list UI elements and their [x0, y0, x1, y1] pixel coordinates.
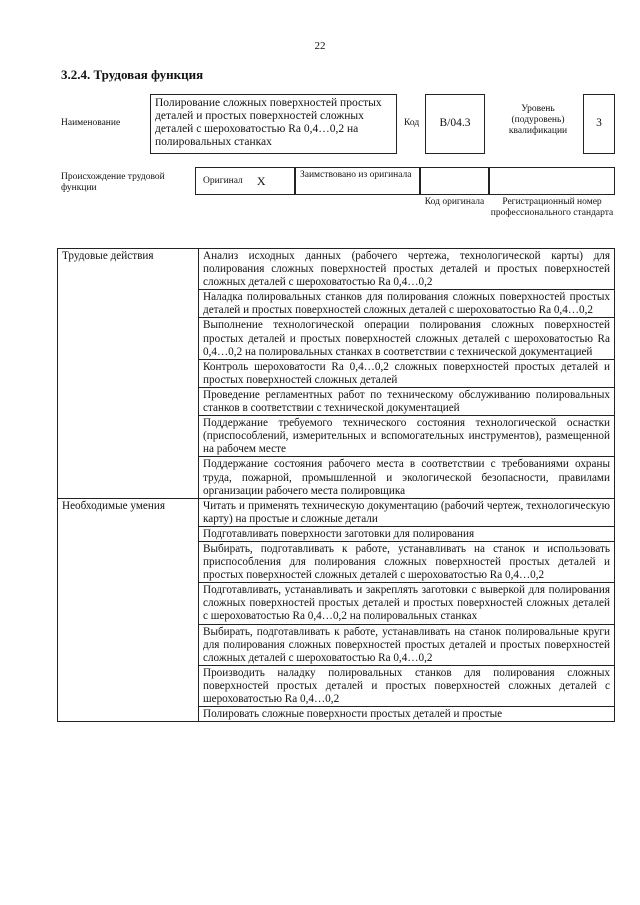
list-item: Выбирать, подготавливать к работе, устанавливать на станок и использовать приспособления для полирования сложных поверхностей простых деталей и простых поверхностей сложных деталей с шероховатостью Ra 0,4…0,2	[199, 541, 615, 582]
level-value-box: 3	[583, 94, 615, 154]
original-mark: X	[256, 173, 266, 188]
section-title: 3.2.4. Трудовая функция	[61, 67, 204, 82]
level-label: Уровень (подуровень) квалификации	[508, 104, 568, 136]
code-label: Код	[404, 118, 420, 128]
borrowed-cell: Заимствовано из оригинала	[295, 167, 420, 195]
list-item: Подготавливать, устанавливать и закреплять заготовки с выверкой для полирования сложных поверхностей простых деталей и простых поверхностей сложных деталей с шероховатостью Ra 0,4…0,2 на полировальных станках	[199, 583, 615, 624]
list-item: Контроль шероховатости Ra 0,4…0,2 сложных поверхностей простых деталей и простых поверхностей сложных деталей	[199, 359, 615, 387]
list-item: Читать и применять техническую документацию (рабочий чертеж, технологическую карту) на простые и сложные детали	[199, 498, 615, 526]
page-number: 22	[314, 40, 326, 52]
list-item: Анализ исходных данных (рабочего чертежа, технологической карты) для полирования сложных поверхностей простых деталей и простых поверхностей сложных деталей с шероховатостью Ra 0,4…0,2	[199, 249, 615, 290]
code-original-cell	[420, 167, 489, 195]
code-original-label: Код оригинала	[424, 197, 485, 207]
original-cell	[195, 167, 295, 195]
function-name-box: Полирование сложных поверхностей простых деталей и простых поверхностей сложных деталей с шероховатостью Ra 0,4…0,2 на полировальных станках	[150, 94, 397, 154]
section-label: Необходимые умения	[58, 498, 199, 722]
list-item: Наладка полировальных станков для полирования сложных поверхностей простых деталей и простых поверхностей сложных деталей с шероховатостью Ra 0,4…0,2	[199, 290, 615, 318]
list-item: Поддержание состояния рабочего места в соответствии с требованиями охраны труда, пожарной, промышленной и экологической безопасности, правилами организации рабочего места полировщика	[199, 457, 615, 498]
section-label: Трудовые действия	[58, 249, 199, 499]
function-table	[57, 248, 615, 722]
table-row	[58, 249, 615, 290]
list-item: Выбирать, подготавливать к работе, устанавливать на станок полировальные круги для полирования сложных поверхностей простых деталей и простых поверхностей сложных деталей с шероховатостью Ra 0,4…0,2	[199, 624, 615, 665]
name-label: Наименование	[61, 118, 121, 128]
code-value-box: В/04.3	[425, 94, 485, 154]
table-row	[58, 498, 615, 526]
reg-number-cell	[489, 167, 615, 195]
original-label: Оригинал	[203, 175, 243, 186]
list-item: Проведение регламентных работ по техническому обслуживанию полировальных станков в соответствии с технической документацией	[199, 387, 615, 415]
origin-label: Происхождение трудовой функции	[61, 172, 165, 193]
list-item: Подготавливать поверхности заготовки для полирования	[199, 526, 615, 541]
reg-number-label: Регистрационный номер профессионального стандарта	[490, 197, 614, 218]
list-item: Производить наладку полировальных станков для полирования сложных поверхностей простых деталей и простых поверхностей сложных деталей с шероховатостью Ra 0,4…0,2	[199, 665, 615, 706]
list-item: Поддержание требуемого технического состояния технологической оснастки (приспособлений, измерительных и вспомогательных инструментов), размещенной на рабочем месте	[199, 416, 615, 457]
list-item: Выполнение технологической операции полирования сложных поверхностей простых деталей и простых поверхностей сложных деталей с шероховатостью Ra 0,4…0,2 на полировальных станках в соответствии с технической документацией	[199, 318, 615, 359]
list-item: Полировать сложные поверхности простых деталей и простые	[199, 707, 615, 722]
